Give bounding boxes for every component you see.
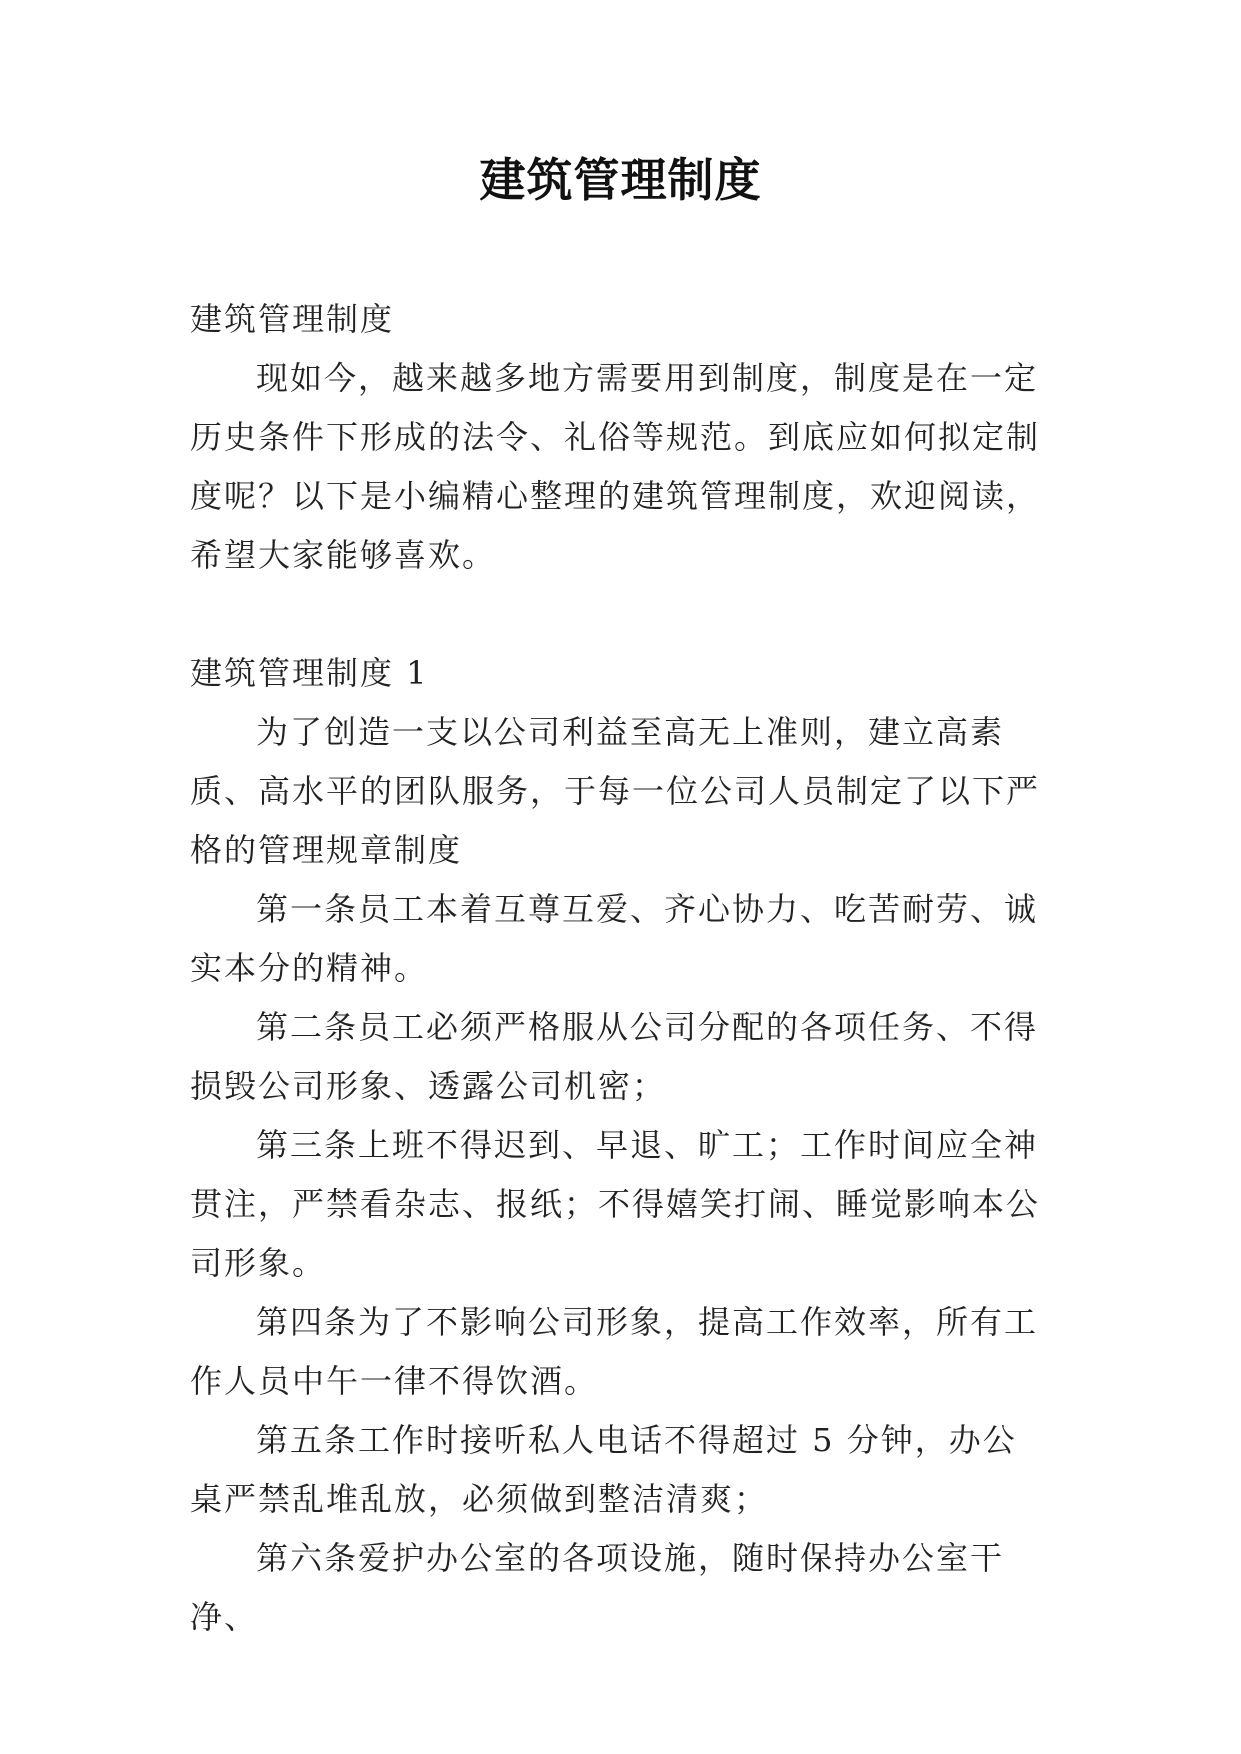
- document-title: 建筑管理制度: [479, 153, 762, 207]
- article-3: 第三条上班不得迟到、早退、旷工；工作时间应全神贯注，严禁看杂志、报纸；不得嬉笑打闹、睡觉影响本公司形象。: [190, 1126, 1041, 1282]
- article-2: 第二条员工必须严格服从公司分配的各项任务、不得损毁公司形象、透露公司机密；: [190, 1008, 1039, 1105]
- article-6: 第六条爱护办公室的各项设施，随时保持办公室干净、: [190, 1539, 1005, 1636]
- paragraph-gap: [190, 585, 1050, 644]
- article-1: 第一条员工本着互尊互爱、齐心协力、吃苦耐劳、诚实本分的精神。: [190, 890, 1039, 987]
- section-heading: 建筑管理制度: [190, 300, 395, 338]
- section-heading-1: 建筑管理制度 1: [190, 654, 429, 692]
- document-body: [190, 290, 1050, 1647]
- intro-paragraph: 现如今，越来越多地方需要用到制度，制度是在一定历史条件下形成的法令、礼俗等规范。到底应如何拟定制度呢？以下是小编精心整理的建筑管理制度，欢迎阅读，希望大家能够喜欢。: [190, 359, 1041, 574]
- paragraph-preamble: 为了创造一支以公司利益至高无上准则，建立高素质、高水平的团队服务，于每一位公司人员制定了以下严格的管理规章制度: [190, 713, 1041, 869]
- article-4: 第四条为了不影响公司形象，提高工作效率，所有工作人员中午一律不得饮酒。: [190, 1303, 1039, 1400]
- article-5: 第五条工作时接听私人电话不得超过 5 分钟，办公桌严禁乱堆乱放，必须做到整洁清爽；: [190, 1421, 1017, 1518]
